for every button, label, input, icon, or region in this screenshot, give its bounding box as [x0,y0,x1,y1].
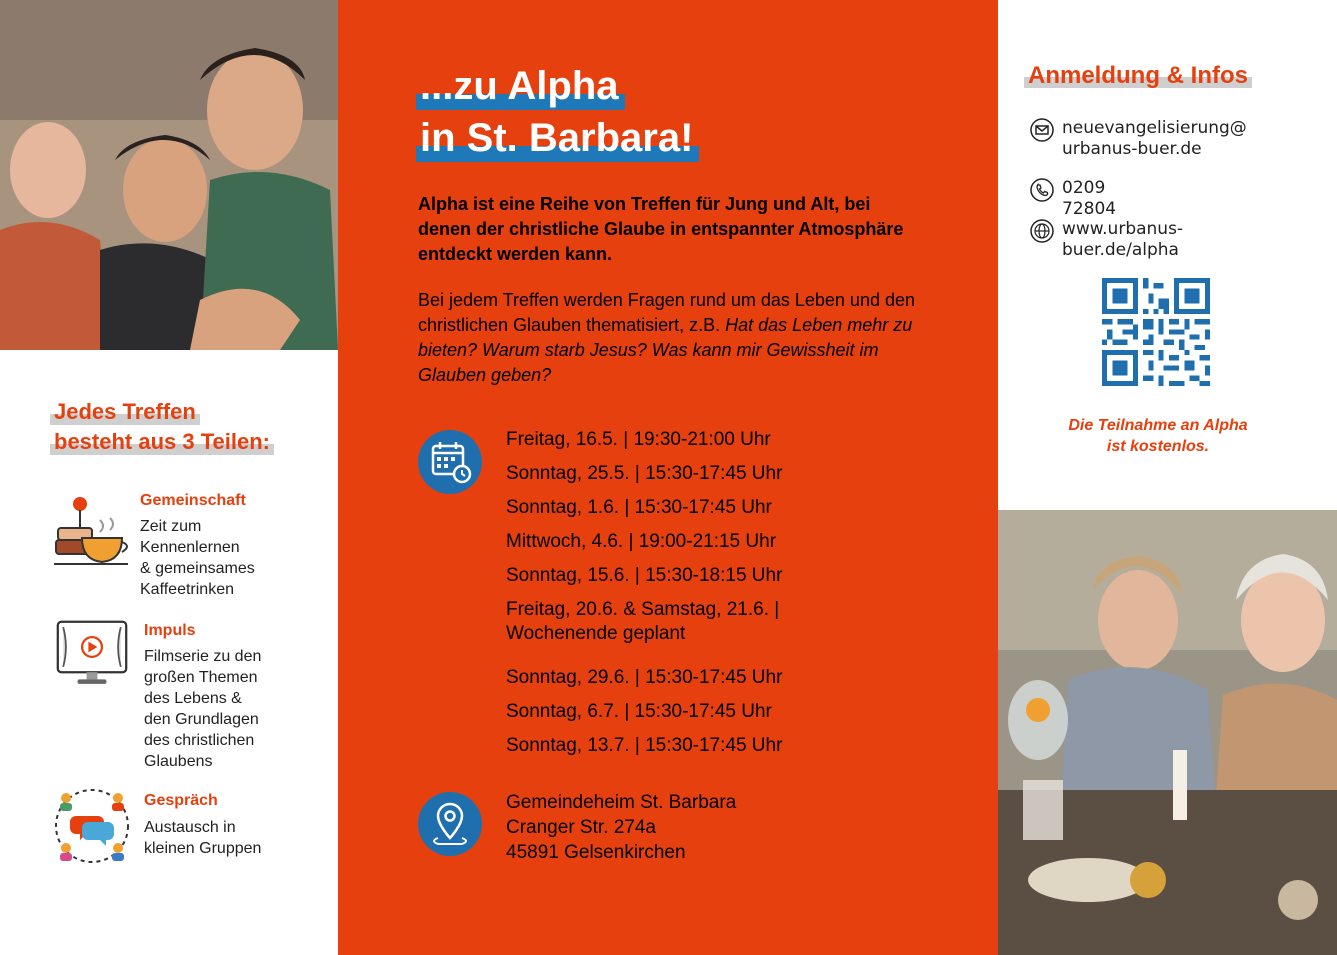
left-column [0,0,338,955]
part-text: Austausch in kleinen Gruppen [144,819,262,857]
date-item: Sonntag, 13.7. | 15:30-17:45 Uhr [506,735,783,756]
location-line: Gemeindeheim St. Barbara [506,792,737,813]
date-item: Sonntag, 6.7. | 15:30-17:45 Uhr [506,701,772,722]
date-item: Mittwoch, 4.6. | 19:00-21:15 Uhr [506,531,777,552]
intro-questions-plain: Bei jedem Treffen werden Fragen rund um das Leben und den christlichen Glauben thematisiert, z.B. [418,290,915,335]
part-title: Gemeinschaft [140,492,246,509]
phone-icon [1030,178,1054,202]
calendar-icon [418,430,482,494]
photo-group-laughing [0,0,338,350]
parts-heading-line-2: besteht aus 3 Teilen: [50,427,274,457]
part-gespraech [52,786,312,866]
date-item: Sonntag, 25.5. | 15:30-17:45 Uhr [506,463,783,484]
photo-women-drinks [998,510,1337,955]
qr-code[interactable] [1102,278,1210,386]
main-title-line-2: in St. Barbara! [416,112,699,164]
phone-number[interactable]: 0209 72804 [1062,178,1117,219]
main-title-line-1: ...zu Alpha [416,60,625,112]
free-participation-note: Die Teilnahme an Alpha ist kostenlos. [1068,417,1248,455]
film-screen-icon [52,620,132,692]
intro-questions [418,288,928,388]
contact-heading [1024,62,1252,90]
location-line: 45891 Gelsenkirchen [506,842,686,863]
part-title: Impuls [144,622,196,639]
date-item: Freitag, 20.6. & Samstag, 21.6. | Wochenende geplant [506,599,780,644]
photo-women-illustration [998,510,1337,955]
main-title [416,60,699,164]
date-item: Sonntag, 15.6. | 15:30-18:15 Uhr [506,565,783,586]
location-line: Cranger Str. 274a [506,817,656,838]
location-pin-icon [418,792,482,856]
intro-questions-italic: Hat das Leben mehr zu bieten? Warum starb Jesus? Was kann mir Gewissheit im Glauben geben? [418,315,913,385]
intro-text: Alpha ist eine Reihe von Treffen für Jung und Alt, bei denen der christliche Glaube in entspannter Atmosphäre entdeckt werden kann. [418,194,904,264]
part-gemeinschaft [52,490,312,600]
contact-heading-text: Anmeldung & Infos [1024,62,1252,90]
date-item: Sonntag, 29.6. | 15:30-17:45 Uhr [506,667,783,688]
date-item: Sonntag, 1.6. | 15:30-17:45 Uhr [506,497,772,518]
part-impuls [52,620,312,770]
email-icon [1030,118,1054,142]
date-item: Freitag, 16.5. | 19:30-21:00 Uhr [506,429,771,450]
date-list [506,428,966,768]
website-url[interactable]: www.urbanus-buer.de/alpha [1062,219,1184,260]
parts-heading-line-1: Jedes Treffen [50,397,200,427]
email-address[interactable]: neuevangelisierung@ urbanus-buer.de [1062,118,1247,159]
parts-heading [50,397,274,457]
group-chat-icon [52,786,132,866]
part-title: Gespräch [144,792,218,809]
part-text: Filmserie zu den großen Themen des Lebens & den Grundlagen des christlichen Glaubens [144,648,262,770]
coffee-cake-icon [52,490,132,570]
photo-group-illustration [0,0,338,350]
location-address [506,790,736,865]
part-text: Zeit zum Kennenlernen & gemeinsames Kaffeetrinken [140,518,255,598]
globe-icon [1030,219,1054,243]
